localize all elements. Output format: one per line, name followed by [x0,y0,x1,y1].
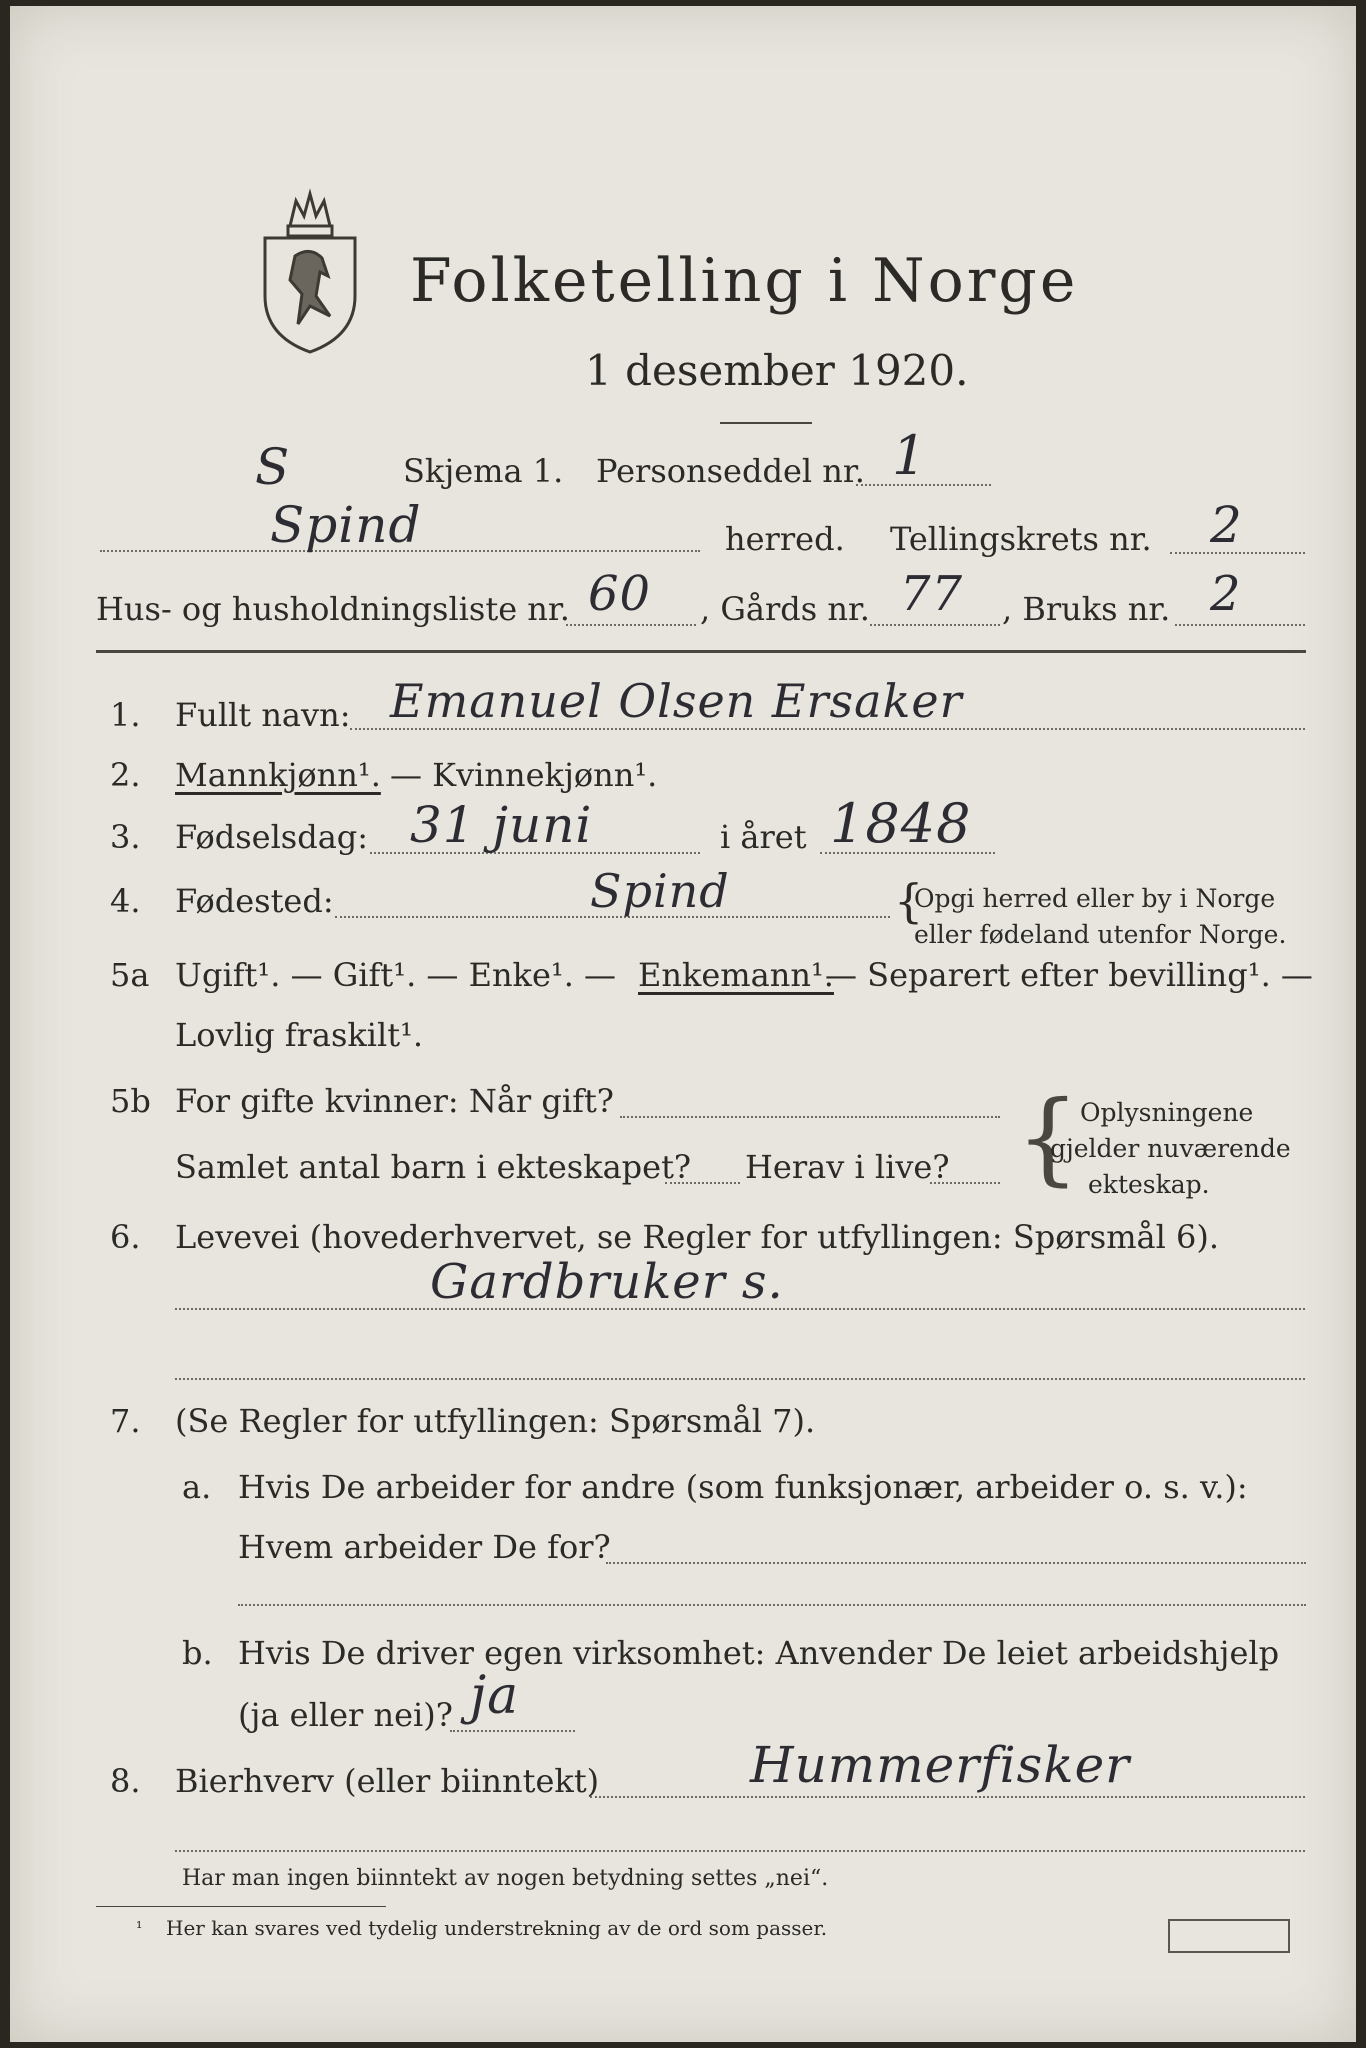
hus-value: 60 [588,566,652,622]
q6-value: Gardbruker s. [430,1254,784,1310]
q6-number: 6. [110,1218,141,1256]
skjema-label: Skjema 1. [403,452,564,490]
q4-note-line1: Opgi herred eller by i Norge [914,884,1276,913]
footer-divider [96,1906,386,1907]
q3-number: 3. [110,818,141,856]
q6-label: Levevei (hovederhvervet, se Regler for utfyllingen: Spørsmål 6). [175,1218,1220,1256]
personseddel-value: 1 [892,424,928,487]
hus-label: Hus- og husholdningsliste nr. [96,590,570,628]
q5b-number: 5b [110,1082,151,1120]
q8-label: Bierhverv (eller biinntekt) [175,1762,600,1800]
q5a-number: 5a [110,956,150,994]
q7a-employer-label: Hvem arbeider De for? [238,1528,611,1566]
q7b-label: Hvis De driver egen virksomhet: Anvender De leiet arbeidshjelp [238,1634,1280,1672]
q7-label: (Se Regler for utfyllingen: Spørsmål 7). [175,1402,816,1440]
q5a-options-pre: Ugift¹. — Gift¹. — Enke¹. — [175,956,617,994]
q5b-children-line [665,1182,740,1184]
q5b-alive-line [930,1182,1000,1184]
q1-value: Emanuel Olsen Ersaker [390,674,963,728]
q5b-when-married-line [620,1116,1000,1118]
q3-label: Fødselsdag: [175,818,369,856]
q7-number: 7. [110,1402,141,1440]
footnote-mark: ¹ [136,1918,143,1937]
q5b-alive-label: Herav i live? [745,1148,950,1186]
q5b-when-married-label: For gifte kvinner: Når gift? [175,1082,614,1120]
q2-other-options: — Kvinnekjønn¹. [390,756,658,794]
q2-male-option: Mannkjønn¹. [175,756,381,794]
q3-value: 31 juni [410,796,593,854]
bruks-line [1175,624,1305,626]
footer-note: Har man ingen biinntekt av nogen betydning settes „nei“. [182,1866,829,1891]
q8-number: 8. [110,1762,141,1800]
q5b-note-line2: gjelder nuværende [1050,1134,1291,1163]
page-title: Folketelling i Norge [410,246,1079,316]
gards-value: 77 [900,566,964,622]
q5b-brace: { [1016,1079,1080,1196]
q5b-note-line1: Oplysningene [1080,1098,1254,1127]
q4-note-line2: eller fødeland utenfor Norge. [914,920,1287,949]
q4-brace: { [894,874,924,928]
q7b-letter: b. [182,1634,213,1672]
q8-extra-line [175,1850,1305,1852]
q4-number: 4. [110,882,141,920]
q5a-marked-option: Enkemann¹. [638,956,834,994]
q7a-letter: a. [182,1468,212,1506]
q5b-children-label: Samlet antal barn i ekteskapet? [175,1148,692,1186]
q2-number: 2. [110,756,141,794]
herred-handwritten-prefix: S [255,438,291,496]
q7b-yesno-label: (ja eller nei)? [238,1696,453,1734]
q7a-label: Hvis De arbeider for andre (som funksjonær, arbeider o. s. v.): [238,1468,1248,1506]
q8-line [590,1796,1305,1798]
q3-year-value: 1848 [830,792,972,855]
q5b-note-line3: ekteskap. [1088,1170,1210,1199]
q4-value: Spind [590,864,730,918]
section-divider [96,650,1306,653]
q1-line [350,728,1305,730]
footnote: Her kan svares ved tydelig understrekning av de ord som passer. [166,1916,828,1940]
q1-number: 1. [110,696,141,734]
q6-line2 [175,1378,1305,1380]
q5a-options-post: — Separert efter bevilling¹. — [825,956,1313,994]
q7a-employer-line [606,1562,1306,1564]
q4-label: Fødested: [175,882,334,920]
hus-line [566,624,696,626]
gards-label: , Gårds nr. [700,590,870,628]
census-date: 1 desember 1920. [585,346,969,395]
bruks-value: 2 [1210,566,1242,622]
herred-label: herred. [725,520,845,558]
q7b-yesno-line [450,1730,575,1732]
personseddel-label: Personseddel nr. [596,452,865,490]
gards-line [870,624,1000,626]
printer-stamp [1168,1919,1290,1953]
q5a-options-line2: Lovlig fraskilt¹. [175,1016,424,1054]
coat-of-arms-icon [250,176,370,356]
bruks-label: , Bruks nr. [1002,590,1171,628]
q1-label: Fullt navn: [175,696,351,734]
census-form-sheet [10,6,1356,2042]
tellingskrets-label: Tellingskrets nr. [890,520,1152,558]
q7b-value: ja [470,1666,520,1726]
q7a-line2 [238,1604,1306,1606]
q8-value: Hummerfisker [750,1736,1131,1794]
title-divider [720,422,812,424]
herred-value: Spind [270,496,422,554]
tellingskrets-value: 2 [1210,496,1243,554]
q3-year-label: i året [720,818,807,856]
